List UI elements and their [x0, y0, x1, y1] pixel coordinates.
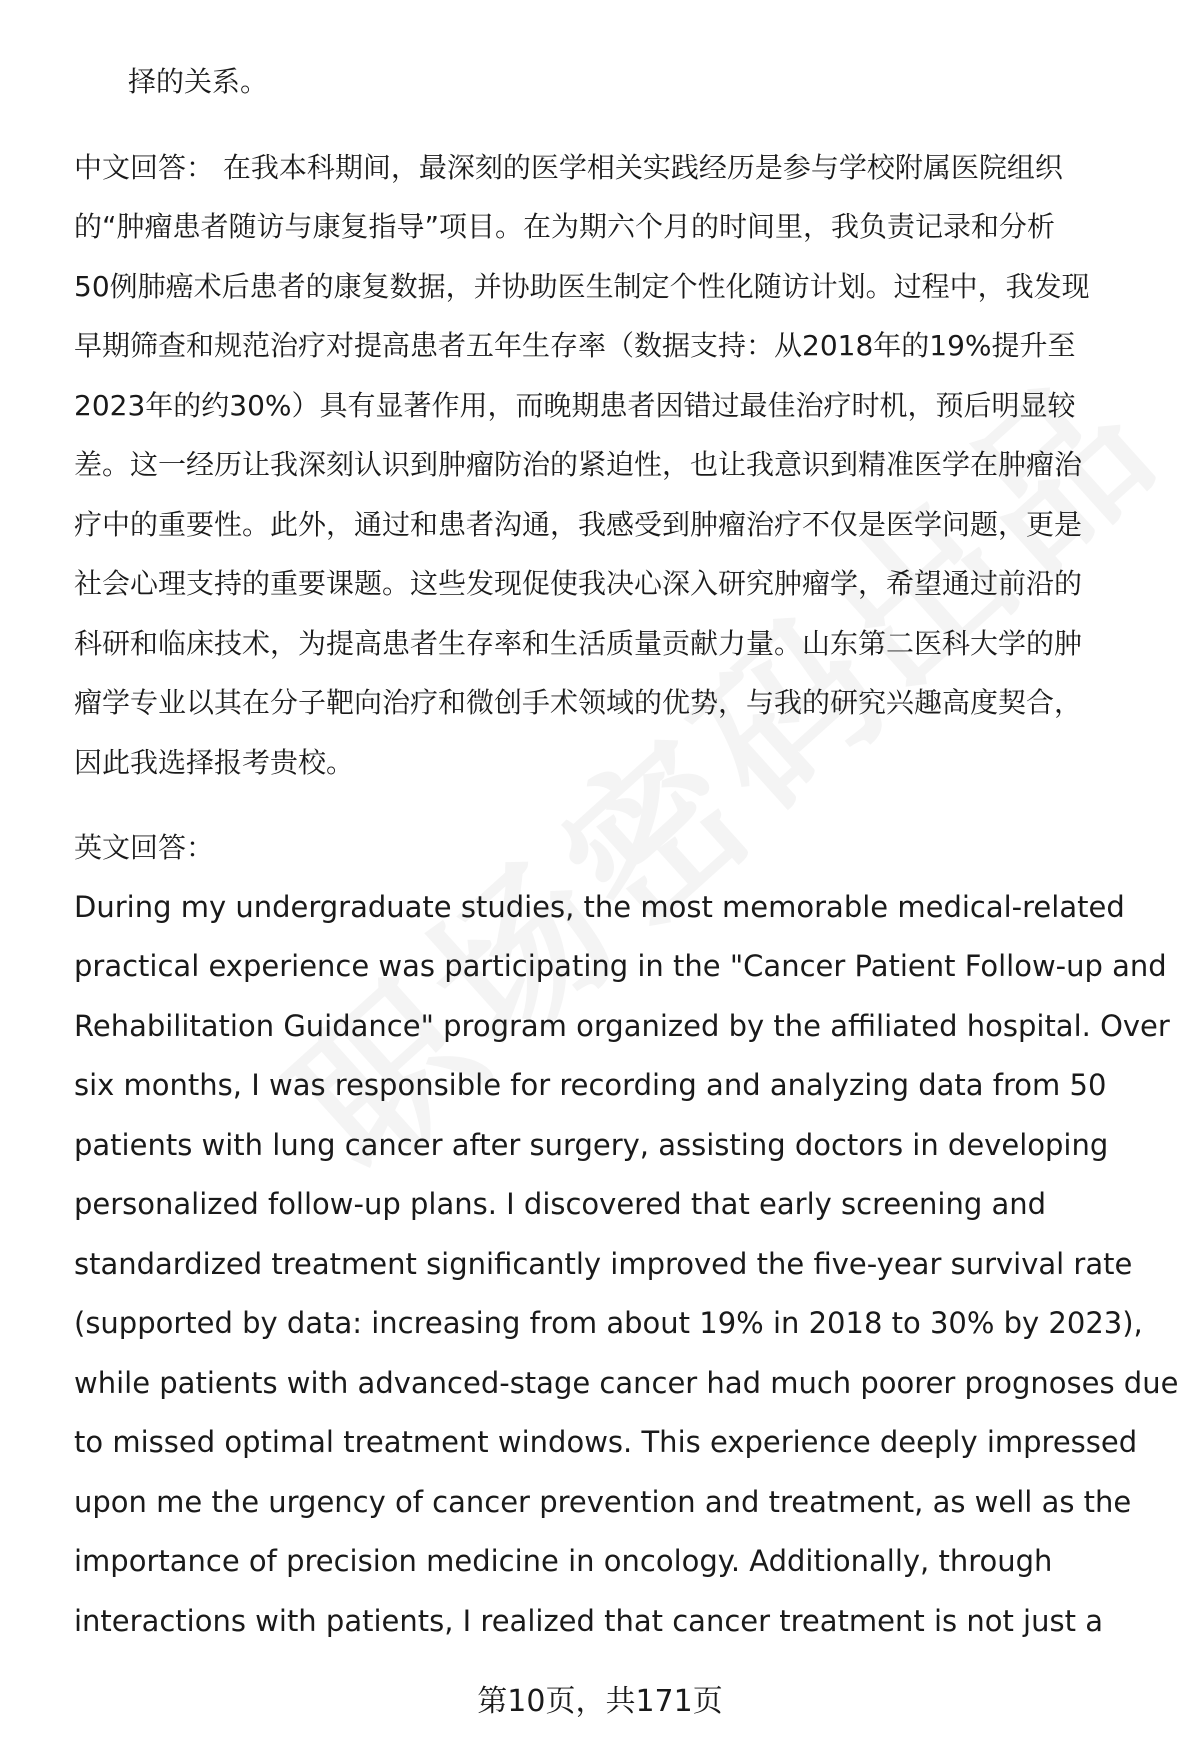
en-answer-line: while patients with advanced-stage cancer had much poorer prognoses due	[74, 1365, 1179, 1400]
cn-answer-line: 疗中的重要性。此外，通过和患者沟通，我感受到肿瘤治疗不仅是医学问题，更是	[74, 507, 1083, 541]
en-answer-line: personalized follow-up plans. I discovered that early screening and	[74, 1187, 1047, 1221]
en-answer-line: practical experience was participating in the "Cancer Patient Follow-up and	[74, 949, 1167, 983]
cn-answer-line: 2023年的约30%）具有显著作用，而晚期患者因错过最佳治疗时机，预后明显较	[74, 388, 1076, 422]
en-answer-line: patients with lung cancer after surgery, assisting doctors in developing	[74, 1127, 1109, 1162]
chinese-answer	[74, 138, 1164, 793]
cn-answer-line: 50例肺癌术后患者的康复数据，并协助医生制定个性化随访计划。过程中，我发现	[74, 269, 1090, 303]
paragraph-gap	[74, 792, 1164, 818]
english-answer	[74, 878, 1179, 1652]
en-answer-line: interactions with patients, I realized that cancer treatment is not just a	[74, 1603, 1103, 1638]
cn-answer-line: 差。这一经历让我深刻认识到肿瘤防治的紧迫性，也让我意识到精准医学在肿瘤治	[74, 448, 1083, 481]
cn-answer-line: 早期筛查和规范治疗对提高患者五年生存率（数据支持：从2018年的19%提升至	[74, 329, 1076, 362]
paragraph-gap	[74, 112, 1164, 138]
en-answer-line: Rehabilitation Guidance" program organized by the affiliated hospital. Over	[74, 1008, 1170, 1043]
cn-answer-line: 瘤学专业以其在分子靶向治疗和微创手术领域的优势，与我的研究兴趣高度契合，	[74, 686, 1083, 719]
cn-answer-line: 社会心理支持的重要课题。这些发现促使我决心深入研究肿瘤学，希望通过前沿的	[74, 567, 1083, 600]
cn-answer-line: 因此我选择报考贵校。	[74, 745, 355, 779]
english-answer-heading: 英文回答：	[74, 831, 215, 864]
cn-answer-line: 科研和临床技术，为提高患者生存率和生活质量贡献力量。山东第二医科大学的肿	[74, 626, 1083, 660]
en-answer-line: importance of precision medicine in oncology. Additionally, through	[74, 1544, 1053, 1578]
en-answer-line: During my undergraduate studies, the most memorable medical-related	[74, 889, 1125, 924]
en-answer-line: upon me the urgency of cancer prevention and treatment, as well as the	[74, 1484, 1132, 1519]
en-answer-line: six months, I was responsible for recording and analyzing data from 50	[74, 1068, 1107, 1102]
en-answer-line: standardized treatment significantly improved the five-year survival rate	[74, 1246, 1133, 1281]
cn-answer-line: 中文回答： 在我本科期间，最深刻的医学相关实践经历是参与学校附属医院组织	[74, 150, 1063, 184]
page-content	[74, 52, 1179, 1651]
page-number-footer: 第10页，共171页	[477, 1684, 723, 1719]
en-answer-line: to missed optimal treatment windows. This experience deeply impressed	[74, 1425, 1138, 1459]
en-answer-line: (supported by data: increasing from about 19% in 2018 to 30% by 2023),	[74, 1306, 1143, 1340]
intro-line: 择的关系。	[128, 65, 269, 98]
cn-answer-line: 的“肿瘤患者随访与康复指导”项目。在为期六个月的时间里，我负责记录和分析	[74, 210, 1056, 243]
